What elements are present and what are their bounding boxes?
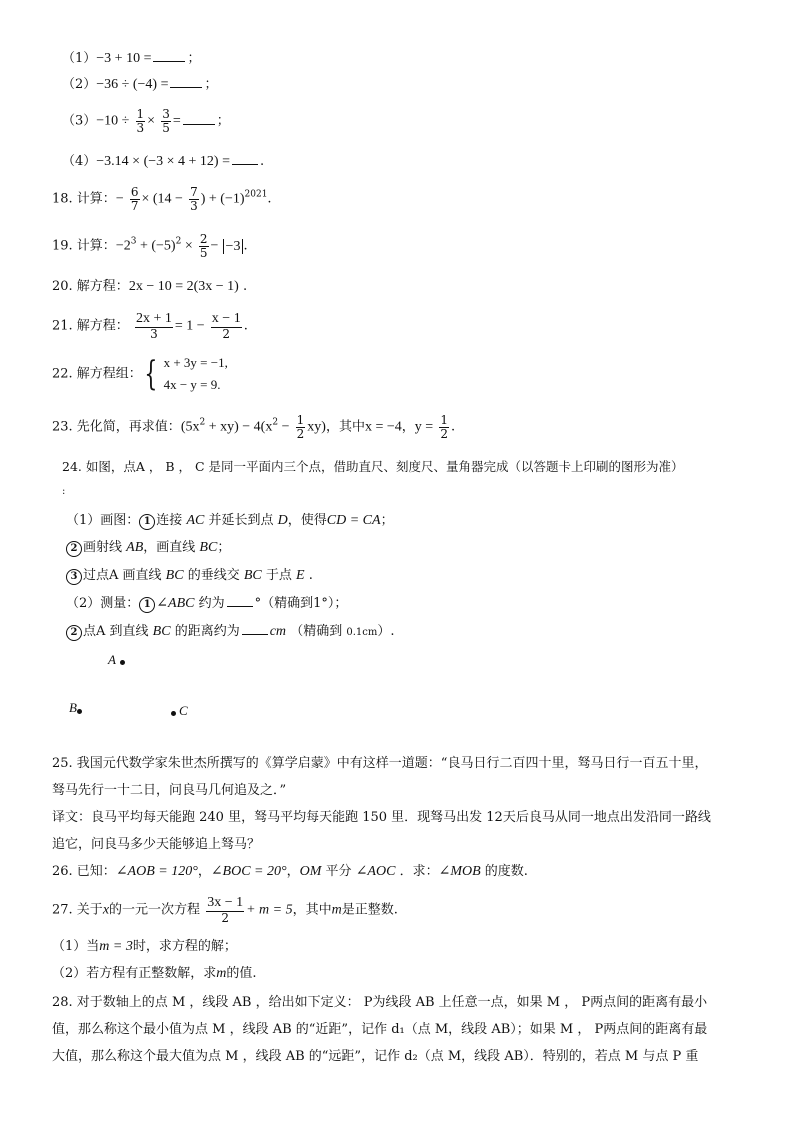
- point-b-label: B: [69, 700, 77, 715]
- question-27-part2: （2）若方程有正整数解，求m的值.: [52, 966, 257, 981]
- question-25-line2: 驽马先行一十二日，问良马几何追及之．”: [52, 783, 287, 798]
- question-22: 22. 解方程组：{ x + 3y = −1, 4x − y = 9.: [52, 354, 228, 394]
- q24-draw-step3: 3 过点A 画直线 BC 的垂线交 BC 于点 E .: [66, 569, 313, 585]
- point-c-label: C: [179, 703, 188, 718]
- q17-part2: （2）−36 ÷ (−4) = ；: [62, 77, 218, 92]
- question-24-line2: :: [62, 486, 66, 497]
- q24-measure-2: 2 点A 到直线 BC 的距离约为 cm （精确到 0.1cm）.: [66, 625, 394, 641]
- question-25-line4: 追它，问良马多少天能够追上驽马？: [52, 837, 261, 852]
- question-18: 18. 计算：− $\frac{6}{7}$ × (14 − $\frac{7}{3}$ ) + $(-1)^{2021}$.: [52, 185, 272, 213]
- question-21: 21. 解方程： $\frac{2x + 1}{3}$ = 1 − $\frac{x - 1}{2}$ .: [52, 311, 248, 341]
- question-25-line3: 译文：良马平均每天能跑 240 里，驽马平均每天能跑 150 里．现驽马出发 12天后良马从同一地点出发沿同一路线: [52, 810, 711, 825]
- q24-draw-step2: 2 画射线 AB，画直线 BC；: [66, 541, 230, 557]
- question-25-line1: 25. 我国元代数学家朱世杰所撰写的《算学启蒙》中有这样一道题：“良马日行二百四十里，驽马日行一百五十里，: [52, 756, 708, 771]
- question-26: 26. 已知：∠AOB = 120°，∠BOC = 20°，OM 平分 ∠AOC ．求：∠MOB 的度数.: [52, 864, 528, 879]
- question-27: 27. 关于x的一元一次方程 $\frac{3x - 1}{2}$ + m = 5，其中m是正整数.: [52, 895, 398, 925]
- question-20: 20. 解方程：2x − 10 = 2(3x − 1) .: [52, 279, 248, 294]
- q17-part3: （3）−10 ÷ $\frac{1}{3}$ × $\frac{3}{5}$ = ；: [62, 107, 230, 135]
- point-c: [171, 711, 176, 716]
- point-a: [120, 660, 125, 665]
- question-27-part1: （1）当m = 3时，求方程的解；: [52, 939, 237, 954]
- question-23: 23. 先化简，再求值：$(5x^2 + xy) - 4(x^2$ − $\frac{1}{2}$ xy)，其中x = −4，y = $\frac{1}{2}$ .: [52, 413, 456, 441]
- point-a-label: A: [108, 652, 116, 667]
- q17-part4: （4）−3.14 × (−3 × 4 + 12) = .: [62, 154, 265, 169]
- q17-part1: （1）−3 + 10 = ；: [62, 51, 201, 66]
- question-19: 19. 计算：$-2^3 + (-5)^2$ × $\frac{2}{5}$ − −3 .: [52, 232, 248, 260]
- q24-measure-1: （2）测量： 1 ∠ABC 约为 °（精确到1°）；: [66, 596, 348, 611]
- question-24-line1: 24. 如图，点A ， B ， C 是同一平面内三个点，借助直尺、刻度尺、量角器完成（以答题卡上印刷的图形为准）: [62, 459, 684, 474]
- question-28-line3: 大值，那么称这个最大值为点 M ，线段 AB 的“远距”，记作 d₂（点 M，线段 AB）．特别的，若点 M 与点 P 重: [52, 1049, 699, 1064]
- q24-draw-step1: （1）画图： 1 连接 AC 并延长到点 D，使得CD = CA；: [66, 513, 394, 528]
- question-28-line2: 值，那么称这个最小值为点 M ，线段 AB 的“近距”，记作 d₁（点 M，线段 AB）；如果 M ， P两点间的距离有最: [52, 1022, 708, 1037]
- point-b: [77, 709, 82, 714]
- question-28-line1: 28. 对于数轴上的点 M ，线段 AB ，给出如下定义： P为线段 AB 上任意一点，如果 M ， P两点间的距离有最小: [52, 995, 708, 1010]
